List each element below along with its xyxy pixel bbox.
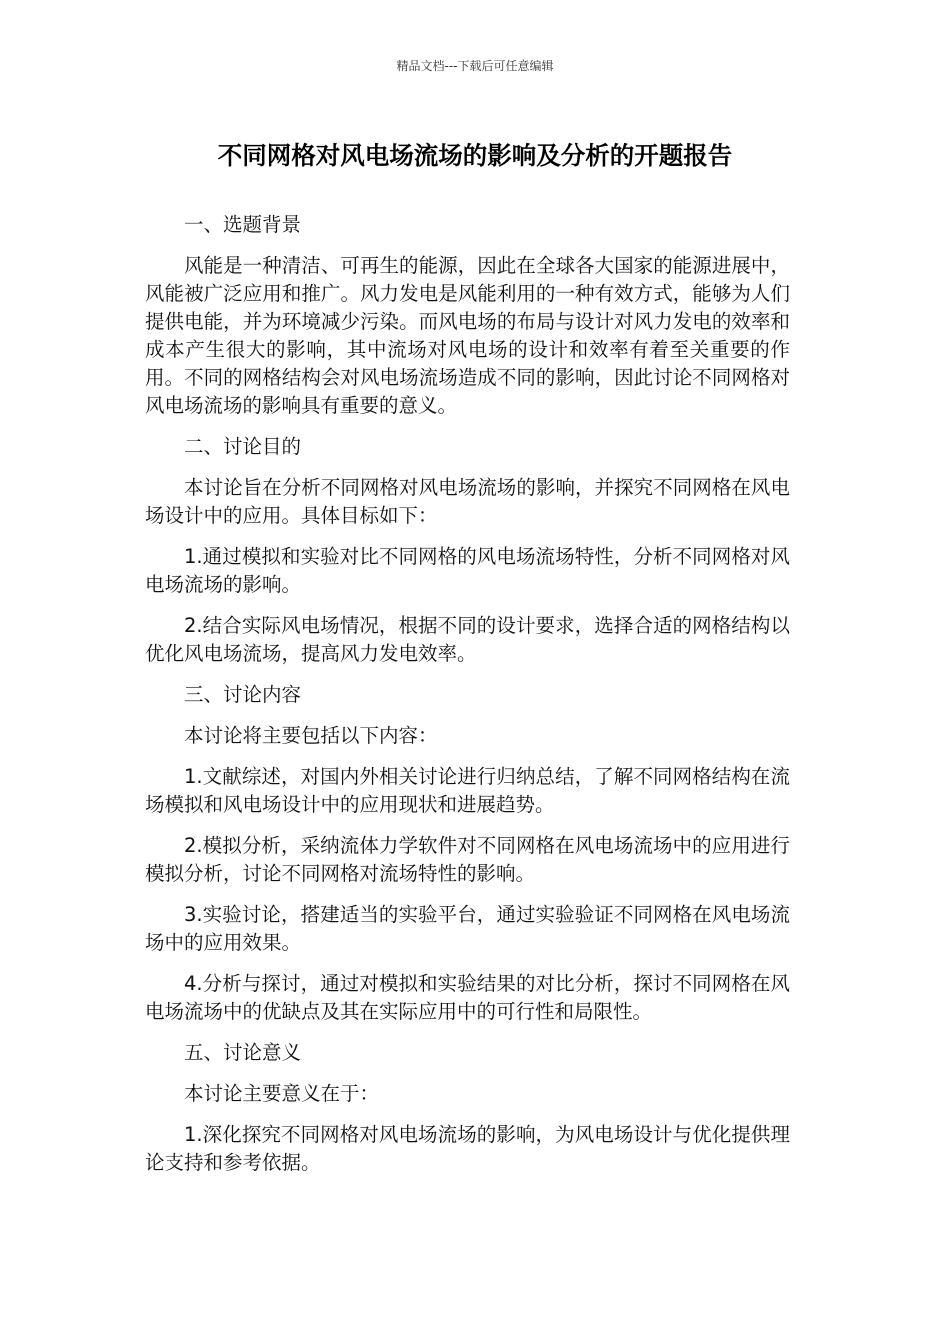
content-item-1: 1.文献综述，对国内外相关讨论进行归纳总结，了解不同网格结构在流场模拟和风电场设计中的应用现状和进展趋势。: [145, 765, 790, 816]
content-intro-paragraph: 本讨论将主要包括以下内容：: [184, 724, 438, 747]
page-header: 精品文档---下载后可任意编辑: [396, 59, 554, 73]
content-item-3: 3.实验讨论，搭建适当的实验平台，通过实验验证不同网格在风电场流场中的应用效果。: [145, 903, 790, 954]
section-heading-purpose: 二、讨论目的: [184, 435, 302, 458]
purpose-intro-paragraph: 本讨论旨在分析不同网格对风电场流场的影响，并探究不同网格在风电场设计中的应用。具体目标如下：: [145, 476, 790, 527]
content-item-2: 2.模拟分析，采纳流体力学软件对不同网格在风电场流场中的应用进行模拟分析，讨论不同网格对流场特性的影响。: [145, 834, 790, 885]
purpose-item-1: 1.通过模拟和实验对比不同网格的风电场流场特性，分析不同网格对风电场流场的影响。: [145, 545, 790, 596]
purpose-item-2: 2.结合实际风电场情况，根据不同的设计要求，选择合适的网格结构以优化风电场流场，提高风力发电效率。: [145, 614, 790, 665]
document-title: 不同网格对风电场流场的影响及分析的开题报告: [217, 141, 733, 170]
significance-intro-paragraph: 本讨论主要意义在于：: [184, 1082, 380, 1105]
section-heading-content: 三、讨论内容: [184, 683, 302, 706]
background-paragraph: 风能是一种清洁、可再生的能源，因此在全球各大国家的能源进展中，风能被广泛应用和推广。风力发电是风能利用的一种有效方式，能够为人们提供电能，并为环境减少污染。而风电场的布局与设计对风力发电的效率和成本产生很大的影响，其中流场对风电场的设计和效率有着至关重要的作用。不同的网格结构会对风电场流场造成不同的影响，因此讨论不同网格对风电场流场的影响具有重要的意义。: [145, 254, 790, 417]
document-body: [145, 211, 790, 1190]
section-heading-background: 一、选题背景: [184, 213, 302, 236]
significance-item-1: 1.深化探究不同网格对风电场流场的影响，为风电场设计与优化提供理论支持和参考依据。: [145, 1123, 790, 1174]
section-heading-significance: 五、讨论意义: [184, 1041, 302, 1064]
content-item-4: 4.分析与探讨，通过对模拟和实验结果的对比分析，探讨不同网格在风电场流场中的优缺点及其在实际应用中的可行性和局限性。: [145, 972, 790, 1023]
